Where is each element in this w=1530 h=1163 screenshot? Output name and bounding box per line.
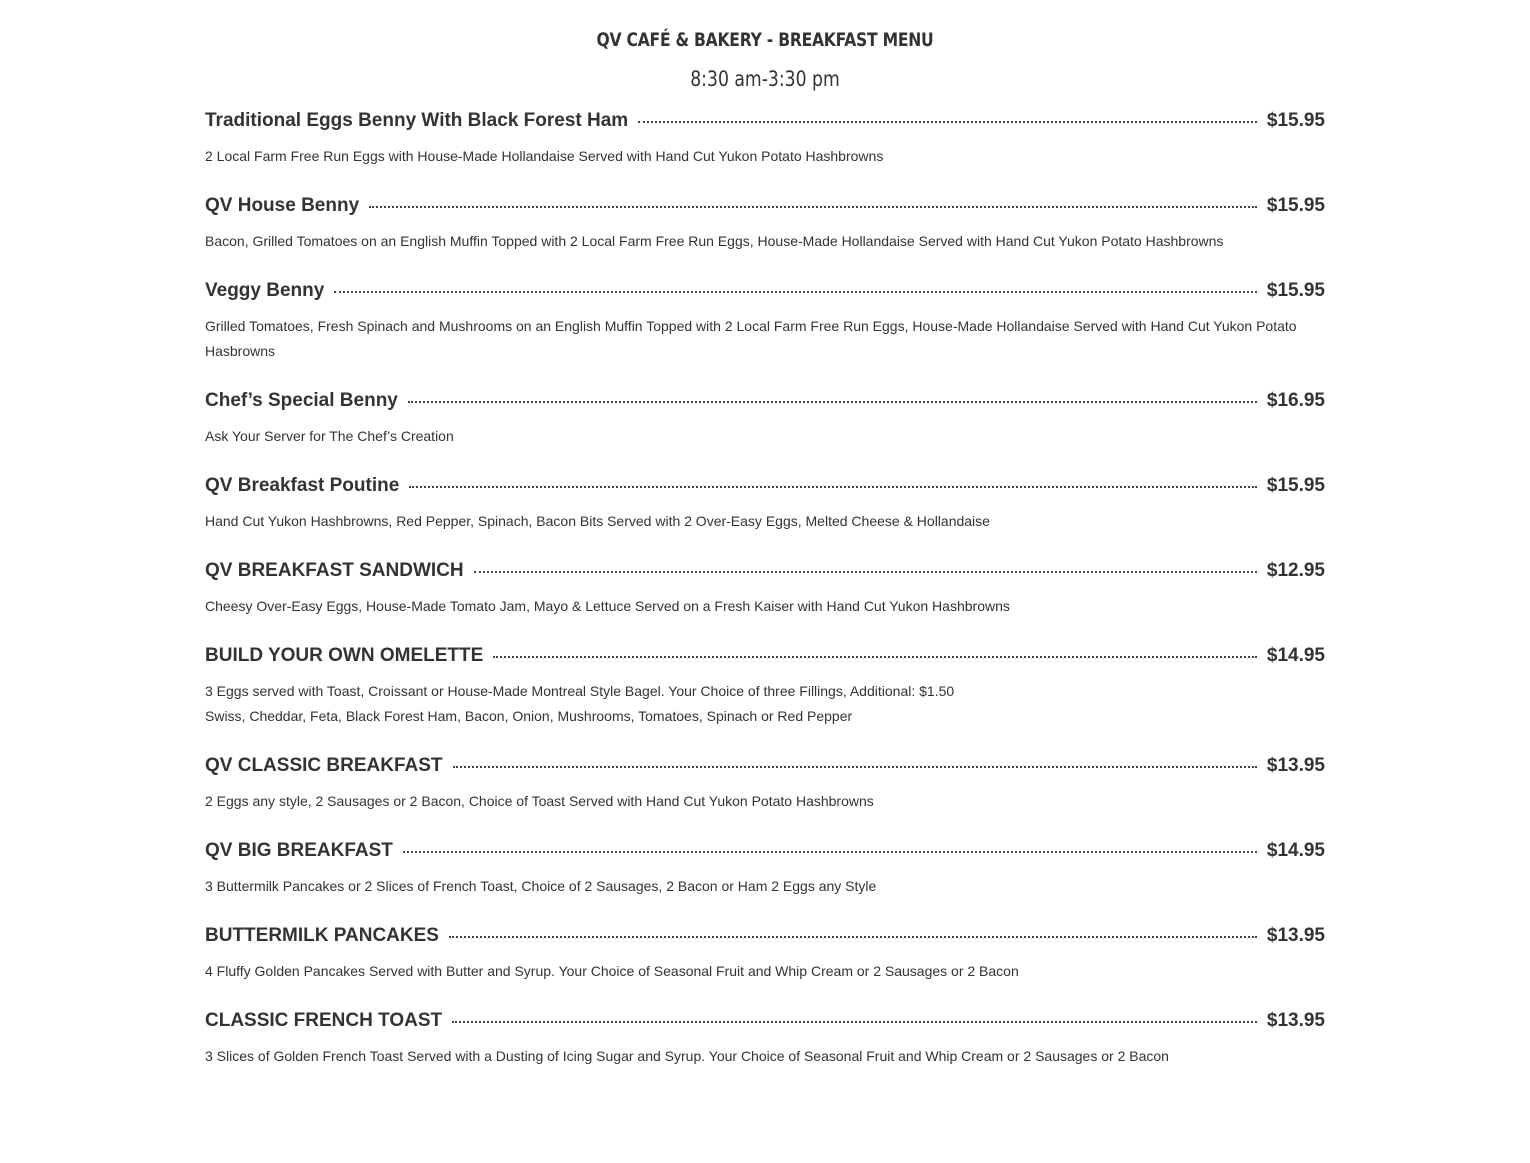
dotted-leader <box>408 401 1257 403</box>
menu-item-description <box>205 789 1325 814</box>
menu-item-row <box>205 751 1325 781</box>
menu-item-name: QV Breakfast Poutine <box>205 475 400 496</box>
menu-item <box>205 556 1325 619</box>
menu-item-description <box>205 1044 1325 1069</box>
menu-item-spacer <box>205 534 1325 556</box>
menu-item <box>205 191 1325 254</box>
dotted-leader <box>453 766 1257 768</box>
menu-item-price: $15.95 <box>1266 110 1325 131</box>
description-line: 4 Fluffy Golden Pancakes Served with Butter and Syrup. Your Choice of Seasonal Fruit and Whip Cream or 2 Sausages or 2 Bacon <box>205 963 1019 979</box>
menu-item-price: $14.95 <box>1266 645 1325 666</box>
menu-item-name: Chef’s Special Benny <box>205 390 398 411</box>
menu-item-description <box>205 679 1325 729</box>
dotted-leader <box>474 571 1257 573</box>
menu-item <box>205 386 1325 449</box>
menu-header <box>205 24 1325 96</box>
menu-item-price: $12.95 <box>1266 560 1325 581</box>
menu-item-description <box>205 594 1325 619</box>
dotted-leader <box>449 936 1257 938</box>
menu-item <box>205 921 1325 984</box>
menu-item <box>205 836 1325 899</box>
description-line: Hand Cut Yukon Hashbrowns, Red Pepper, Spinach, Bacon Bits Served with 2 Over-Easy Eggs, Melted Cheese & Hollandaise <box>205 513 990 529</box>
menu-item-price: $15.95 <box>1266 475 1325 496</box>
menu-item-name: QV House Benny <box>205 195 360 216</box>
menu-item-price: $16.95 <box>1266 390 1325 411</box>
menu-item-row <box>205 836 1325 866</box>
menu-item-name: CLASSIC FRENCH TOAST <box>205 1010 443 1031</box>
menu-item-name: Traditional Eggs Benny With Black Forest Ham <box>205 110 629 131</box>
dotted-leader <box>403 851 1257 853</box>
menu-item-spacer <box>205 254 1325 276</box>
menu-item-spacer <box>205 984 1325 1006</box>
menu-item-price: $15.95 <box>1266 195 1325 216</box>
menu-item-description <box>205 229 1325 254</box>
description-line: Swiss, Cheddar, Feta, Black Forest Ham, Bacon, Onion, Mushrooms, Tomatoes, Spinach or Red Pepper <box>205 708 853 724</box>
description-line: Grilled Tomatoes, Fresh Spinach and Mushrooms on an English Muffin Topped with 2 Local Farm Free Run Eggs, House-Made Hollandaise Served with Hand Cut Yukon Potato Hasbrowns <box>205 318 1297 359</box>
menu-item-row <box>205 106 1325 136</box>
menu-item-price: $13.95 <box>1266 925 1325 946</box>
description-line: 2 Eggs any style, 2 Sausages or 2 Bacon, Choice of Toast Served with Hand Cut Yukon Potato Hashbrowns <box>205 793 874 809</box>
menu-item-spacer <box>205 449 1325 471</box>
menu-item-spacer <box>205 729 1325 751</box>
menu-item-description <box>205 509 1325 534</box>
menu-title: QV CAFÉ & BAKERY - BREAKFAST MENU <box>596 29 934 51</box>
menu-item-row <box>205 386 1325 416</box>
dotted-leader <box>369 206 1257 208</box>
menu-item-row <box>205 556 1325 586</box>
menu-item-name: BUTTERMILK PANCAKES <box>205 925 439 946</box>
menu-item-row <box>205 276 1325 306</box>
menu-item-row <box>205 1006 1325 1036</box>
menu-item-spacer <box>205 814 1325 836</box>
menu-item-spacer <box>205 364 1325 386</box>
menu-list <box>205 106 1325 1069</box>
menu-item-name: QV BREAKFAST SANDWICH <box>205 560 464 581</box>
menu-item <box>205 471 1325 534</box>
menu-item-description <box>205 874 1325 899</box>
menu-item-row <box>205 191 1325 221</box>
menu-item-name: QV CLASSIC BREAKFAST <box>205 755 443 776</box>
menu-item-price: $15.95 <box>1266 280 1325 301</box>
menu-item <box>205 1006 1325 1069</box>
menu-item-spacer <box>205 899 1325 921</box>
menu-item-description <box>205 144 1325 169</box>
menu-item-spacer <box>205 619 1325 641</box>
menu-item-name: Veggy Benny <box>205 280 325 301</box>
menu-item <box>205 106 1325 169</box>
description-line: 3 Buttermilk Pancakes or 2 Slices of French Toast, Choice of 2 Sausages, 2 Bacon or Ham 2 Eggs any Style <box>205 878 877 894</box>
menu-item-row <box>205 921 1325 951</box>
menu-item-name: QV BIG BREAKFAST <box>205 840 393 861</box>
menu-item-description <box>205 959 1325 984</box>
menu-hours: 8:30 am-3:30 pm <box>690 67 840 91</box>
menu-item <box>205 751 1325 814</box>
menu-item-price: $13.95 <box>1266 1010 1325 1031</box>
dotted-leader <box>334 291 1257 293</box>
description-line: Cheesy Over-Easy Eggs, House-Made Tomato Jam, Mayo & Lettuce Served on a Fresh Kaiser with Hand Cut Yukon Hashbrowns <box>205 598 1010 614</box>
menu-item <box>205 641 1325 729</box>
description-line: Bacon, Grilled Tomatoes on an English Muffin Topped with 2 Local Farm Free Run Eggs, House-Made Hollandaise Served with Hand Cut Yukon Potato Hashbrowns <box>205 233 1224 249</box>
menu-item-description <box>205 424 1325 449</box>
dotted-leader <box>493 656 1257 658</box>
description-line: 3 Slices of Golden French Toast Served with a Dusting of Icing Sugar and Syrup. Your Choice of Seasonal Fruit and Whip Cream or 2 Sausages or 2 Bacon <box>205 1048 1169 1064</box>
menu-item-price: $13.95 <box>1266 755 1325 776</box>
description-line: Ask Your Server for The Chef’s Creation <box>205 428 454 444</box>
menu-item-name: BUILD YOUR OWN OMELETTE <box>205 645 484 666</box>
menu-item-row <box>205 471 1325 501</box>
menu-item-price: $14.95 <box>1266 840 1325 861</box>
dotted-leader <box>638 121 1257 123</box>
menu-page <box>205 0 1325 1069</box>
description-line: 3 Eggs served with Toast, Croissant or House-Made Montreal Style Bagel. Your Choice of three Fillings, Additional: $1.50 <box>205 683 955 699</box>
menu-item-row <box>205 641 1325 671</box>
dotted-leader <box>452 1021 1257 1023</box>
menu-item <box>205 276 1325 364</box>
menu-item-spacer <box>205 169 1325 191</box>
dotted-leader <box>409 486 1257 488</box>
menu-item-description <box>205 314 1325 364</box>
description-line: 2 Local Farm Free Run Eggs with House-Made Hollandaise Served with Hand Cut Yukon Potato Hashbrowns <box>205 148 884 164</box>
